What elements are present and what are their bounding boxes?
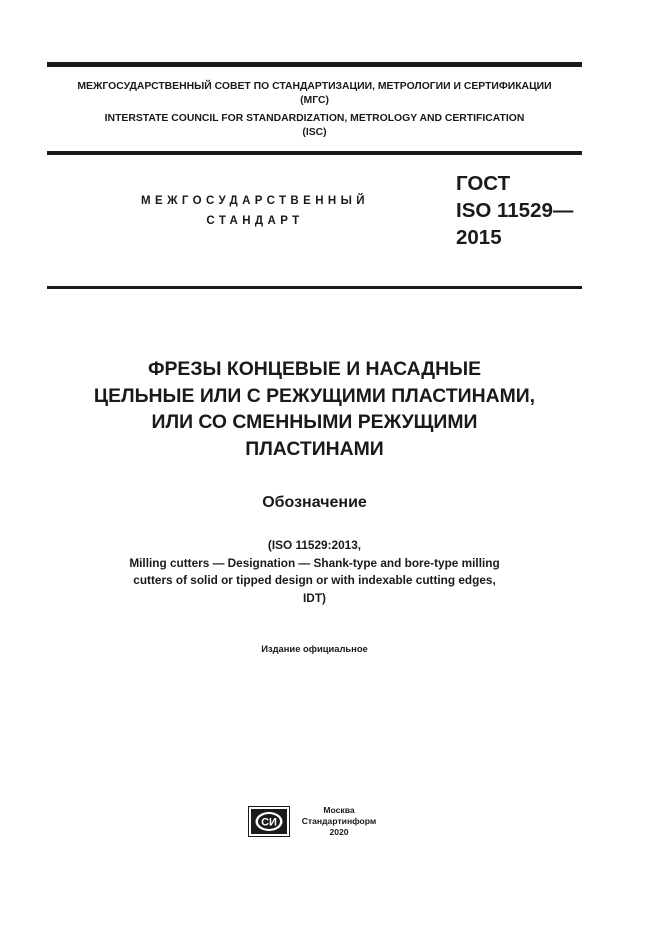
standard-type-line2: СТАНДАРТ <box>206 215 304 227</box>
council-ru-abbr: (МГС) <box>300 94 329 106</box>
standard-designation <box>456 170 573 251</box>
title-line4: ПЛАСТИНАМИ <box>245 437 384 460</box>
publisher-block <box>292 805 386 838</box>
council-english <box>47 112 582 139</box>
middle-rule <box>47 151 582 155</box>
iso-line4: IDT) <box>303 590 326 605</box>
council-en-abbr: (ISC) <box>302 126 327 138</box>
iso-line3: cutters of solid or tipped design or with indexable cutting edges, <box>133 573 496 587</box>
lower-rule <box>47 286 582 289</box>
council-russian <box>47 80 582 107</box>
document-title <box>47 356 582 462</box>
title-line3: ИЛИ СО СМЕННЫМИ РЕЖУЩИМИ <box>151 411 478 433</box>
iso-reference <box>47 537 582 607</box>
designation-line3: 2015 <box>456 226 502 249</box>
publisher-year: 2020 <box>329 827 349 837</box>
logo-graphic <box>248 806 290 837</box>
publisher-name: Стандартинформ <box>301 816 377 826</box>
designation-line2: ISO 11529— <box>456 199 574 222</box>
standartinform-logo-icon <box>248 806 290 837</box>
top-rule <box>47 62 582 67</box>
iso-line1: (ISO 11529:2013, <box>267 538 362 552</box>
title-line1: ФРЕЗЫ КОНЦЕВЫЕ И НАСАДНЫЕ <box>147 358 482 380</box>
iso-line2: Milling cutters — Designation — Shank-type and bore-type milling <box>129 555 500 570</box>
title-line2: ЦЕЛЬНЫЕ ИЛИ С РЕЖУЩИМИ ПЛАСТИНАМИ, <box>93 384 536 407</box>
standard-type-line1: МЕЖГОСУДАРСТВЕННЫЙ <box>141 195 369 207</box>
publisher-city: Москва <box>323 805 355 815</box>
designation-line1: ГОСТ <box>456 172 511 195</box>
document-subtitle: Обозначение <box>262 494 367 511</box>
council-en-name: INTERSTATE COUNCIL FOR STANDARDIZATION, METROLOGY AND CERTIFICATION <box>104 113 525 124</box>
council-ru-name: МЕЖГОСУДАРСТВЕННЫЙ СОВЕТ ПО СТАНДАРТИЗАЦИИ, МЕТРОЛОГИИ И СЕРТИФИКАЦИИ <box>77 81 552 92</box>
logo-text: СИ <box>261 816 277 829</box>
edition-note: Издание официальное <box>261 643 368 654</box>
